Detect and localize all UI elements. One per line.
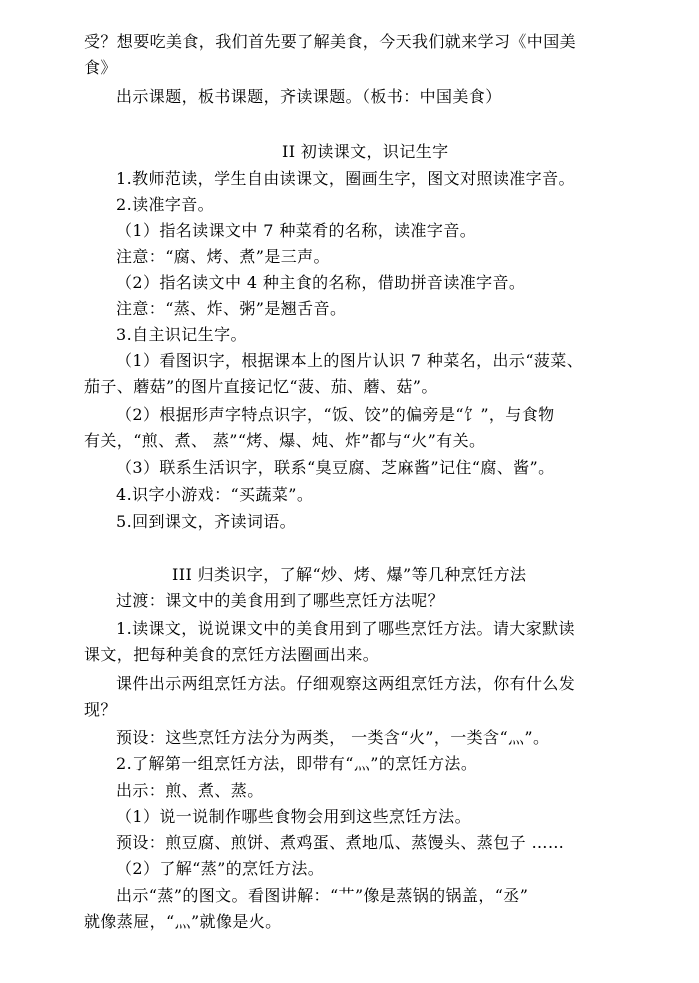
- paragraph-line: 茄子、蘑菇”的图片直接记忆“菠、茄、蘑、菇”。: [84, 377, 438, 396]
- paragraph-line: （2）根据形声字特点识字，“饭、饺”的偏旁是“饣”，与食物: [116, 405, 555, 424]
- paragraph-line: （3）联系生活识字，联系“臭豆腐、芝麻酱”记住“腐、酱”。: [116, 458, 555, 477]
- paragraph-line: 出示课题，板书课题，齐读课题。（板书：中国美食）: [116, 87, 502, 106]
- paragraph-line: 预设：这些烹饪方法分为两类， 一类含“火”，一类含“灬”。: [116, 728, 550, 747]
- paragraph-line: 就像蒸屉，“灬”就像是火。: [84, 912, 282, 931]
- paragraph-line: 受？想要吃美食，我们首先要了解美食，今天我们就来学习《中国美: [84, 32, 577, 51]
- paragraph-line: 食》: [84, 58, 117, 77]
- paragraph-line: 5.回到课文，齐读词语。: [116, 512, 297, 531]
- paragraph-line: 出示“蒸”的图文。看图讲解：“艹”像是蒸锅的锅盖，“丞”: [116, 886, 529, 905]
- paragraph-line: （1）指名读课文中 7 种菜肴的名称，读准字音。: [116, 221, 477, 240]
- paragraph-line: （1）看图识字，根据课本上的图片认识 7 种菜名，出示“菠菜、: [116, 351, 584, 370]
- section-heading: II 初读课文，识记生字: [282, 142, 449, 161]
- paragraph-line: 出示：煎、煮、蒸。: [116, 781, 264, 800]
- paragraph-line: （2）指名读文中 4 种主食的名称，借助拼音读准字音。: [116, 273, 526, 292]
- paragraph-line: 4.识字小游戏：“买蔬菜”。: [116, 485, 314, 504]
- paragraph-line: 2.读准字音。: [116, 195, 215, 214]
- paragraph-line: 2.了解第一组烹饪方法，即带有“灬”的烹饪方法。: [116, 754, 478, 773]
- paragraph-line: 过渡：课文中的美食用到了哪些烹饪方法呢？: [116, 591, 445, 610]
- paragraph-line: 课件出示两组烹饪方法。仔细观察这两组烹饪方法，你有什么发: [116, 674, 576, 693]
- paragraph-line: 注意：“腐、烤、煮”是三声。: [116, 247, 330, 266]
- paragraph-line: 现？: [84, 700, 117, 719]
- paragraph-line: （1）说一说制作哪些食物会用到这些烹饪方法。: [116, 807, 471, 826]
- paragraph-line: 3.自主识记生字。: [116, 325, 247, 344]
- paragraph-line: 有关，“煎、煮、 蒸”“烤、爆、炖、炸”都与“火”有关。: [84, 431, 486, 450]
- section-heading: III 归类识字，了解“炒、烤、爆”等几种烹饪方法: [172, 565, 527, 584]
- paragraph-line: 1.读课文，说说课文中的美食用到了哪些烹饪方法。请大家默读: [116, 619, 575, 638]
- paragraph-line: 课文，把每种美食的烹饪方法圈画出来。: [84, 645, 380, 664]
- paragraph-line: 预设：煎豆腐、煎饼、煮鸡蛋、煮地瓜、蒸馒头、蒸包子 ……: [116, 833, 565, 852]
- paragraph-line: （2）了解“蒸”的烹饪方法。: [116, 859, 325, 878]
- paragraph-line: 1.教师范读，学生自由读课文，圈画生字，图文对照读准字音。: [116, 169, 575, 188]
- paragraph-line: 注意：“蒸、炸、粥”是翘舌音。: [116, 299, 347, 318]
